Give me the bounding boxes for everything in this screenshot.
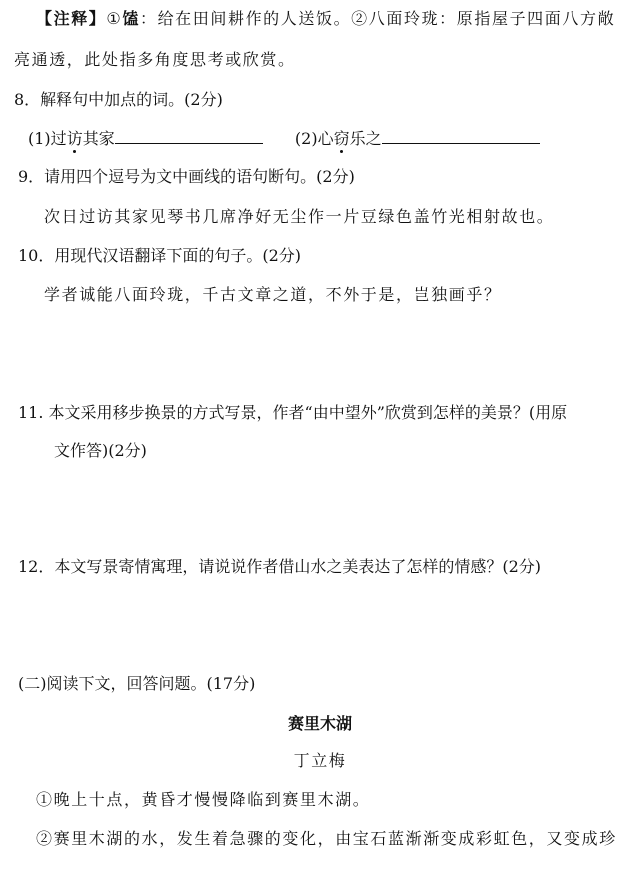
question-12-prompt: 12．本文写景寄情寓理，请说说作者借山水之美表达了怎样的情感？(2分) — [18, 557, 542, 576]
question-10-passage: 学者诚能八面玲珑，千古文章之道，不外于是，岂独画乎？ — [44, 285, 502, 304]
question-11-prompt-line-1: 11. 本文采用移步换景的方式写景，作者“由中望外”欣赏到怎样的美景？(用原 — [18, 403, 568, 422]
answer-blank-2[interactable] — [382, 127, 540, 144]
article-author: 丁立梅 — [293, 751, 347, 770]
article-paragraph-1: ①晚上十点，黄昏才慢慢降临到赛里木湖。 — [36, 790, 371, 809]
question-9-passage: 次日过访其家见琴书几席净好无尘作一片豆绿色盖竹光相射故也。 — [44, 207, 555, 226]
annotation-label: 【注释】 — [36, 9, 107, 28]
section-2-header: (二)阅读下文，回答问题。(17分) — [18, 674, 256, 693]
question-8-items: (1)过访其家 (2)心窃乐之 — [28, 127, 540, 150]
question-10-prompt: 10．用现代汉语翻译下面的句子。(2分) — [18, 246, 302, 265]
answer-blank-1[interactable] — [115, 127, 263, 144]
article-title: 赛里木湖 — [287, 714, 352, 733]
dotted-word-visit: 访 — [66, 129, 83, 148]
question-8-prompt: 8．解释句中加点的词。(2分) — [14, 90, 223, 109]
question-9-prompt: 9．请用四个逗号为文中画线的语句断句。(2分) — [18, 167, 355, 186]
annotation-line-1: 【注释】①馌：给在田间耕作的人送饭。②八面玲珑：原指屋子四面八方敞 — [36, 9, 616, 28]
annotation-line-2: 亮通透，此处指多角度思考或欣赏。 — [14, 50, 296, 69]
article-paragraph-2: ②赛里木湖的水，发生着急骤的变化，由宝石蓝渐渐变成彩虹色，又变成珍 — [36, 829, 617, 848]
glossed-word: 馌 — [122, 9, 140, 28]
dotted-word-secretly: 窃 — [333, 129, 350, 148]
question-11-prompt-line-2: 文作答)(2分) — [54, 441, 147, 460]
